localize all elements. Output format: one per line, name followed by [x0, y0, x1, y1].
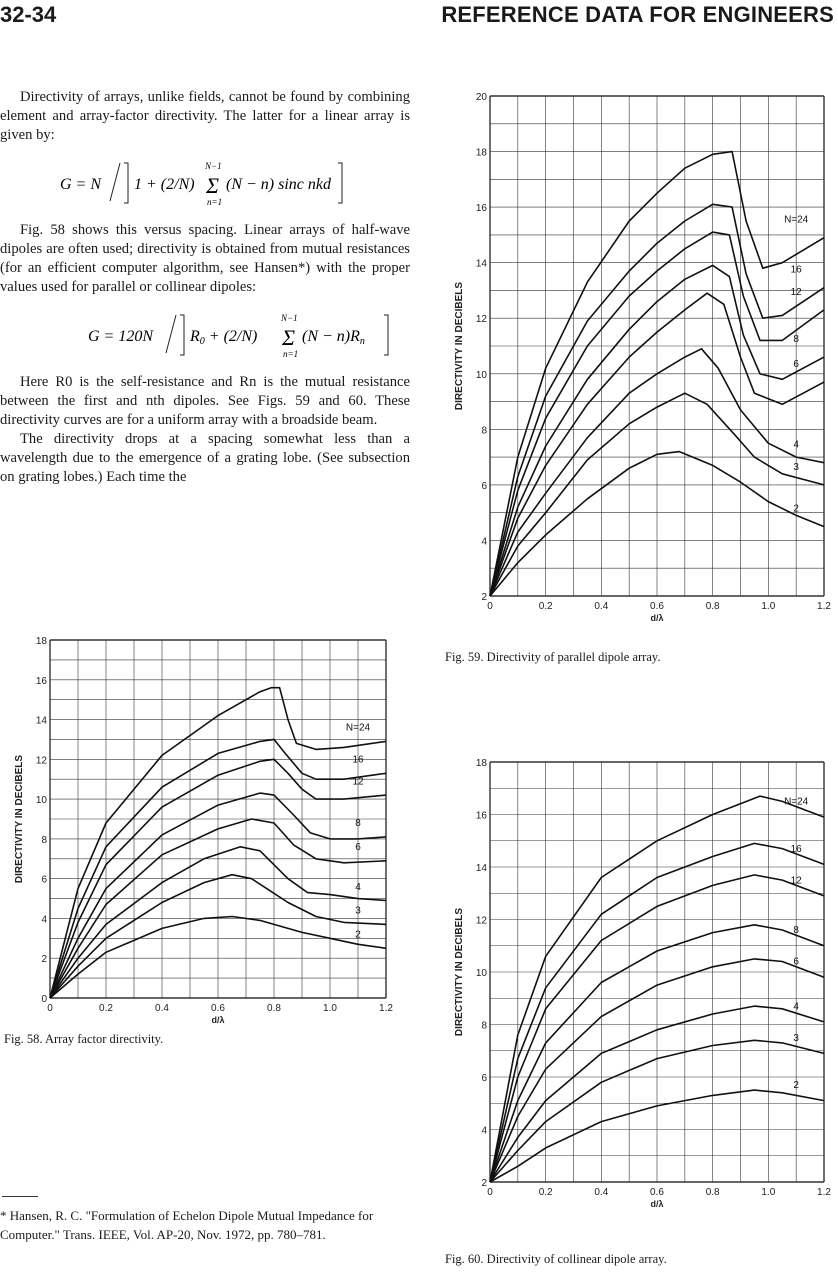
- y-tick-label: 2: [481, 1178, 487, 1189]
- series-label: 8: [793, 925, 799, 937]
- fig-60-plot: [428, 752, 838, 1208]
- running-header-title: REFERENCE DATA FOR ENGINEERS: [441, 2, 834, 27]
- y-tick-label: 6: [481, 480, 487, 492]
- footnote-rule: [2, 1196, 38, 1197]
- y-tick-label: 4: [481, 536, 487, 548]
- x-tick-label: 0.6: [650, 1187, 664, 1198]
- series-label: 4: [355, 881, 361, 893]
- series-label: 8: [355, 818, 361, 830]
- y-axis-label: DIRECTIVITY IN DECIBELS: [454, 281, 465, 411]
- y-tick-label: 2: [41, 954, 47, 966]
- x-axis-label: d/λ: [650, 1199, 664, 1209]
- x-axis-label: d/λ: [211, 1015, 225, 1025]
- y-tick-label: 2: [481, 592, 487, 603]
- x-tick-label: 1.2: [379, 1003, 393, 1014]
- x-tick-label: 1.0: [761, 1187, 776, 1198]
- fig-59-caption: Fig. 59. Directivity of parallel dipole array.: [445, 650, 661, 664]
- svg-text:(N − n) sinc nkd: (N − n) sinc nkd: [226, 176, 332, 193]
- x-tick-label: 1.2: [817, 601, 831, 612]
- series-label: 6: [355, 842, 361, 854]
- series-label: 2: [793, 1080, 799, 1092]
- y-tick-label: 18: [35, 636, 47, 647]
- footnote: * Hansen, R. C. "Formulation of Echelon Dipole Mutual Impedance for Computer." Trans. IEEE, Vol. AP-20, Nov. 1972, pp. 780–781.: [0, 1208, 374, 1242]
- series-label: 4: [793, 1001, 799, 1013]
- series-label: N=24: [784, 214, 809, 226]
- paragraph-1: Directivity of arrays, unlike fields, cannot be found by combining element and array-factor directivity. The latter for a linear array is given by:: [0, 89, 410, 143]
- svg-text:G = N: G = N: [60, 176, 102, 193]
- x-tick-label: 0.6: [650, 601, 664, 612]
- y-axis-label: DIRECTIVITY IN DECIBELS: [454, 907, 465, 1037]
- y-tick-label: 4: [481, 1125, 487, 1137]
- y-tick-label: 12: [475, 314, 487, 326]
- svg-text:Σ: Σ: [206, 173, 220, 198]
- equation-2-figure: [0, 307, 410, 365]
- series-label: 2: [793, 503, 799, 515]
- x-tick-label: 0.8: [267, 1003, 281, 1014]
- svg-text:N−1: N−1: [281, 313, 298, 323]
- y-tick-label: 6: [41, 874, 47, 886]
- y-tick-label: 4: [41, 914, 47, 926]
- x-tick-label: 0.8: [705, 601, 720, 612]
- x-tick-label: 1.0: [323, 1003, 337, 1014]
- y-tick-label: 8: [41, 834, 47, 846]
- series-label: 4: [793, 439, 799, 451]
- series-label: 8: [793, 334, 799, 346]
- page-number: 32-34: [0, 2, 57, 27]
- fig-60-caption: Fig. 60. Directivity of collinear dipole array.: [445, 1252, 667, 1266]
- series-label: 3: [793, 1032, 799, 1044]
- equation-2: [0, 307, 410, 365]
- x-tick-label: 0.2: [538, 1187, 553, 1198]
- x-tick-label: 0: [487, 601, 493, 612]
- series-label: N=24: [784, 796, 809, 808]
- series-label: 16: [790, 264, 802, 276]
- y-tick-label: 8: [481, 1020, 487, 1032]
- y-tick-label: 14: [475, 258, 487, 270]
- series-label: 16: [352, 754, 364, 766]
- svg-text:Σ: Σ: [282, 325, 296, 350]
- x-tick-label: 0.2: [538, 601, 553, 612]
- series-label: 2: [355, 929, 361, 941]
- y-tick-label: 14: [475, 863, 487, 874]
- x-tick-label: 0: [47, 1003, 53, 1014]
- y-tick-label: 16: [35, 675, 47, 687]
- svg-text:R0 + (2/N): R0 + (2/N): [190, 328, 258, 347]
- x-tick-label: 0: [487, 1187, 493, 1198]
- x-tick-label: 0.8: [705, 1187, 720, 1198]
- y-tick-label: 10: [475, 369, 487, 381]
- fig-60-chart: [428, 752, 838, 1213]
- svg-text:G = 120N: G = 120N: [88, 328, 154, 345]
- series-label: 3: [793, 461, 799, 473]
- fig-58-caption: Fig. 58. Array factor directivity.: [4, 1032, 164, 1046]
- fig-59-chart: [428, 88, 838, 633]
- series-label: 12: [790, 286, 802, 298]
- x-tick-label: 0.6: [211, 1003, 225, 1014]
- series-label: 6: [793, 359, 799, 371]
- svg-text:n=1: n=1: [283, 349, 299, 359]
- svg-text:n=1: n=1: [207, 197, 223, 207]
- x-axis-label: d/λ: [650, 613, 664, 623]
- y-tick-label: 16: [475, 203, 487, 215]
- x-tick-label: 0.4: [594, 1187, 609, 1198]
- x-tick-label: 1.0: [761, 601, 776, 612]
- svg-text:1 + (2/N): 1 + (2/N): [134, 176, 195, 193]
- paragraph-2: Fig. 58 shows this versus spacing. Linear arrays of half-wave dipoles are often used; directivity is obtained from mutual resistances (for an efficient computer algorithm, see Hansen*) with the proper values used for parallel or collinear dipoles:: [0, 222, 410, 295]
- paragraph-4: The directivity drops at a spacing somewhat less than a wavelength due to the emergence of a grating lobe. (See subsection on grating lobes.) Each time the: [0, 431, 410, 485]
- paragraph-3: Here R0 is the self-resistance and Rn is the mutual resistance between the first and nth dipoles. See Figs. 59 and 60. These directivity curves are for a uniform array with a broadside beam.: [0, 374, 410, 428]
- svg-text:(N − n)Rn: (N − n)Rn: [302, 328, 365, 347]
- series-label: 3: [355, 905, 361, 917]
- fig-58-plot: [0, 618, 410, 1025]
- y-tick-label: 8: [481, 425, 487, 437]
- fig-58-chart: [0, 618, 410, 1023]
- y-tick-label: 6: [481, 1073, 487, 1084]
- x-tick-label: 0.4: [155, 1003, 169, 1014]
- body-text-column: [0, 88, 410, 487]
- y-tick-label: 16: [475, 810, 487, 822]
- y-tick-label: 12: [35, 755, 47, 767]
- fig-59-plot: [428, 88, 838, 628]
- x-tick-label: 1.2: [817, 1187, 831, 1198]
- series-label: 16: [790, 843, 802, 855]
- y-tick-label: 20: [475, 92, 487, 103]
- series-label: N=24: [345, 722, 371, 734]
- series-label: 12: [790, 875, 802, 887]
- svg-text:N−1: N−1: [205, 161, 222, 171]
- equation-1-figure: [0, 155, 410, 213]
- equation-1: [0, 155, 410, 213]
- y-tick-label: 0: [41, 994, 47, 1005]
- y-tick-label: 10: [35, 795, 47, 807]
- y-axis-label: DIRECTIVITY IN DECIBELS: [14, 754, 25, 884]
- series-label: 12: [352, 776, 364, 788]
- y-tick-label: 18: [475, 758, 487, 769]
- y-tick-label: 12: [475, 915, 487, 927]
- y-tick-label: 10: [475, 968, 487, 979]
- x-tick-label: 0.4: [594, 601, 609, 612]
- y-tick-label: 14: [35, 715, 47, 727]
- series-label: 6: [793, 956, 799, 968]
- y-tick-label: 18: [475, 147, 487, 159]
- x-tick-label: 0.2: [99, 1003, 113, 1014]
